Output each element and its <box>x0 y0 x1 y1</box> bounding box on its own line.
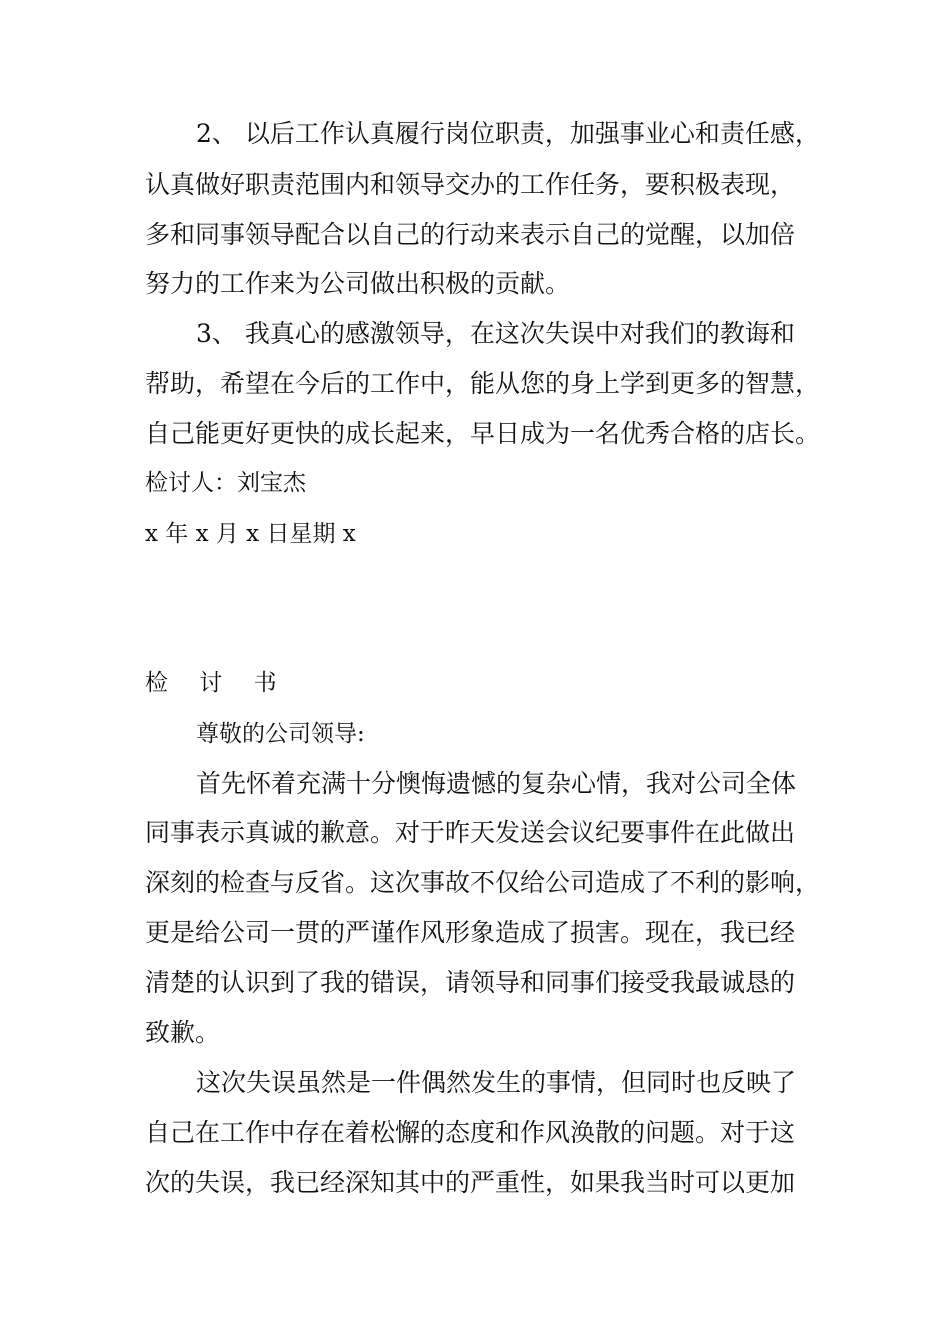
document-title: 检 讨 书 <box>145 670 289 696</box>
para1-line-3: 深刻的检查与反省。这次事故不仅给公司造成了不利的影响， <box>145 868 821 897</box>
salutation: 尊敬的公司领导: <box>196 721 365 747</box>
item3-line-2: 帮助，希望在今后的工作中，能从您的身上学到更多的智慧， <box>145 369 821 398</box>
item2-line-3: 多和同事领导配合以自己的行动来表示自己的觉醒，以加倍 <box>145 220 796 249</box>
para1-line-6: 致歉。 <box>145 1018 221 1047</box>
para1-line-1: 首先怀着充满十分懊悔遗憾的复杂心情，我对公司全体 <box>196 769 797 798</box>
para1-line-4: 更是给公司一贯的严谨作风形象造成了损害。现在，我已经 <box>145 918 796 947</box>
item2-line-4: 努力的工作来为公司做出积极的贡献。 <box>145 269 571 298</box>
item3-line-1: 3、 我真心的感激领导，在这次失误中对我们的教诲和 <box>196 319 795 348</box>
para1-line-5: 清楚的认识到了我的错误，请领导和同事们接受我最诚恳的 <box>145 968 796 997</box>
para2-line-1: 这次失误虽然是一件偶然发生的事情，但同时也反映了 <box>196 1068 797 1097</box>
item2-line-1: 2、 以后工作认真履行岗位职责，加强事业心和责任感， <box>196 119 820 148</box>
para2-line-3: 次的失误，我已经深知其中的严重性，如果我当时可以更加 <box>145 1168 796 1197</box>
date: x 年 x 月 x 日星期 x <box>145 521 356 547</box>
item2-line-2: 认真做好职责范围内和领导交办的工作任务，要积极表现， <box>145 170 796 199</box>
para1-line-2: 同事表示真诚的歉意。对于昨天发送会议纪要事件在此做出 <box>145 818 796 847</box>
para2-line-2: 自己在工作中存在着松懈的态度和作风涣散的问题。对于这 <box>145 1118 796 1147</box>
signature: 检讨人：刘宝杰 <box>145 470 306 496</box>
item3-line-3: 自己能更好更快的成长起来，早日成为一名优秀合格的店长。 <box>145 419 821 448</box>
